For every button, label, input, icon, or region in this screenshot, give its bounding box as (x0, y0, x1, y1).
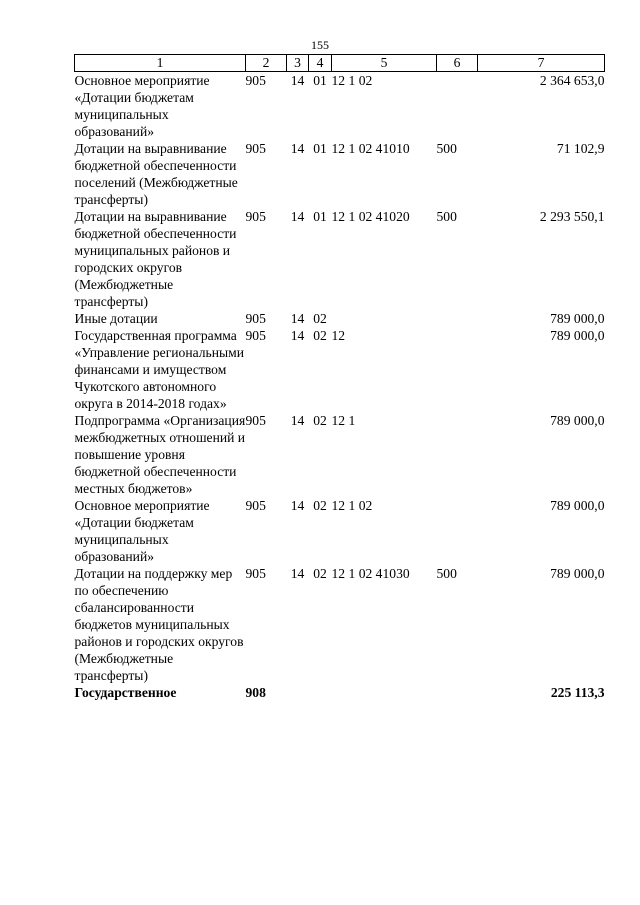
target-article-cell: 12 1 02 41010 (331, 141, 410, 156)
section-cell: 14 (290, 498, 305, 513)
subsection-cell: 02 (313, 328, 327, 343)
column-header-3: 3 (287, 55, 309, 72)
section-cell: 14 (290, 328, 305, 343)
expense-type-cell (437, 310, 478, 327)
admin-code-cell: 905 (245, 498, 266, 513)
expense-type-cell (437, 327, 478, 412)
target-article-cell: 12 1 02 41030 (331, 566, 410, 581)
row-name-cell: Государственная программа «Управление региональными финансами и имуществом Чукотского автономного округа в 2014-2018 годах» (74, 328, 245, 411)
amount-cell: 789 000,0 (550, 566, 605, 581)
amount-cell: 225 113,3 (550, 685, 605, 700)
section-cell: 14 (290, 141, 305, 156)
column-header-4: 4 (309, 55, 332, 72)
column-header-5: 5 (332, 55, 437, 72)
subsection-cell: 01 (313, 141, 327, 156)
expense-type-cell: 500 (436, 209, 457, 224)
target-article-cell: 12 1 (331, 413, 356, 428)
subsection-cell: 02 (313, 311, 327, 326)
expense-type-cell: 500 (436, 141, 457, 156)
row-name-cell: Дотации на выравнивание бюджетной обеспеченности муниципальных районов и городских округов (Межбюджетные трансферты) (74, 209, 237, 309)
amount-cell: 789 000,0 (550, 311, 605, 326)
row-name-cell: Дотации на поддержку мер по обеспечению сбалансированности бюджетов муниципальных районов и городских округов (Межбюджетные трансферты) (74, 566, 244, 683)
row-name-cell: Основное мероприятие «Дотации бюджетам муниципальных образований» (74, 73, 210, 139)
subsection-cell (309, 684, 332, 701)
amount-cell: 2 293 550,1 (539, 209, 605, 224)
table-row (75, 208, 605, 310)
amount-cell: 789 000,0 (550, 413, 605, 428)
column-header-6: 6 (437, 55, 478, 72)
section-cell: 14 (290, 209, 305, 224)
admin-code-cell: 905 (245, 73, 266, 88)
subsection-cell: 02 (313, 413, 327, 428)
row-name-cell: Подпрограмма «Организация межбюджетных отношений и повышение уровня бюджетной обеспеченности местных бюджетов» (74, 413, 246, 496)
expense-type-cell (437, 412, 478, 497)
target-article-cell: 12 1 02 41020 (331, 209, 410, 224)
section-cell: 14 (290, 311, 305, 326)
admin-code-cell: 908 (245, 685, 266, 700)
amount-cell: 789 000,0 (550, 498, 605, 513)
target-article-cell (332, 310, 437, 327)
table-row (75, 72, 605, 141)
table-row (75, 565, 605, 684)
table-header-row (75, 55, 605, 72)
target-article-cell: 12 (331, 328, 346, 343)
table-row (75, 412, 605, 497)
subsection-cell: 02 (313, 566, 327, 581)
column-header-2: 2 (246, 55, 287, 72)
table-body (75, 72, 605, 702)
row-name-cell: Дотации на выравнивание бюджетной обеспеченности поселений (Межбюджетные трансферты) (74, 141, 238, 207)
target-article-cell: 12 1 02 (331, 73, 373, 88)
section-cell (287, 684, 309, 701)
target-article-cell: 12 1 02 (331, 498, 373, 513)
table-row (75, 497, 605, 565)
budget-table (74, 54, 605, 701)
subsection-cell: 02 (313, 498, 327, 513)
admin-code-cell: 905 (245, 209, 266, 224)
table-row (75, 327, 605, 412)
amount-cell: 71 102,9 (556, 141, 605, 156)
expense-type-cell (437, 684, 478, 701)
section-cell: 14 (290, 73, 305, 88)
table-row (75, 310, 605, 327)
row-name-cell: Основное мероприятие «Дотации бюджетам муниципальных образований» (74, 498, 210, 564)
expense-type-cell (437, 497, 478, 565)
subsection-cell: 01 (313, 209, 327, 224)
expense-type-cell (437, 72, 478, 141)
admin-code-cell: 905 (245, 413, 266, 428)
expense-type-cell: 500 (436, 566, 457, 581)
row-name-cell: Иные дотации (74, 311, 158, 326)
table-row (75, 140, 605, 208)
column-header-1: 1 (75, 55, 246, 72)
column-header-7: 7 (478, 55, 605, 72)
section-cell: 14 (290, 566, 305, 581)
admin-code-cell: 905 (245, 141, 266, 156)
section-cell: 14 (290, 413, 305, 428)
admin-code-cell: 905 (245, 566, 266, 581)
table-row (75, 684, 605, 701)
target-article-cell (332, 684, 437, 701)
subsection-cell: 01 (313, 73, 327, 88)
amount-cell: 789 000,0 (550, 328, 605, 343)
admin-code-cell: 905 (245, 328, 266, 343)
admin-code-cell: 905 (245, 311, 266, 326)
page-number: 155 (311, 38, 329, 52)
row-name-cell: Государственное (74, 685, 177, 700)
amount-cell: 2 364 653,0 (539, 73, 605, 88)
